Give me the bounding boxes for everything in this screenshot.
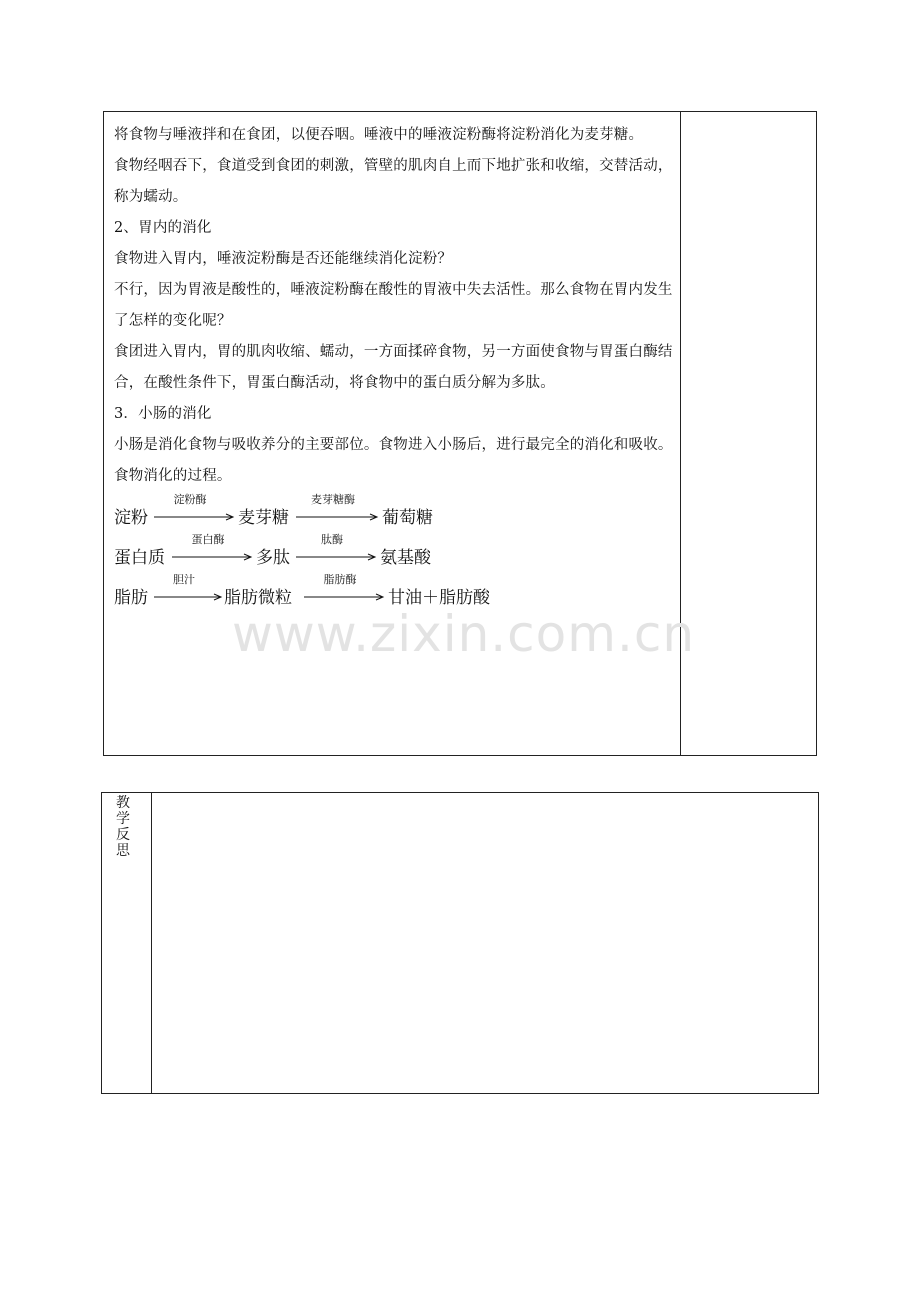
arrow-icon — [154, 593, 222, 601]
enzyme-label: 肽酶 — [321, 533, 343, 546]
lesson-content — [114, 120, 676, 614]
column-divider — [151, 793, 152, 1093]
digestion-reactions — [114, 494, 676, 614]
arrow-icon — [296, 513, 378, 521]
lesson-content-table — [103, 111, 817, 756]
reactant: 脂肪 — [114, 588, 148, 608]
section-heading: 2、胃内的消化 — [114, 220, 212, 236]
paragraph: 不行，因为胃液是酸性的，唾液淀粉酶在酸性的胃液中失去活性。那么食物在胃内发生了怎样的变化呢？ — [114, 282, 673, 329]
column-divider — [680, 112, 681, 755]
paragraph: 小肠是消化食物与吸收养分的主要部位。食物进入小肠后，进行最完全的消化和吸收。 — [114, 437, 673, 453]
paragraph: 将食物与唾液拌和在食团，以便吞咽。唾液中的唾液淀粉酶将淀粉消化为麦芽糖。 — [114, 127, 644, 143]
reflection-table — [101, 792, 819, 1094]
product: 甘油＋脂肪酸 — [388, 588, 490, 608]
arrow-icon — [172, 553, 252, 561]
paragraph: 食物进入胃内，唾液淀粉酶是否还能继续消化淀粉？ — [114, 251, 453, 267]
reaction-row-protein — [114, 534, 676, 574]
reactant: 淀粉 — [114, 508, 148, 528]
paragraph: 食团进入胃内，胃的肌肉收缩、蠕动，一方面揉碎食物，另一方面使食物与胃蛋白酶结合，在酸性条件下，胃蛋白酶活动，将食物中的蛋白质分解为多肽。 — [114, 344, 673, 391]
intermediate: 多肽 — [256, 548, 290, 568]
arrow-icon — [154, 513, 234, 521]
enzyme-label: 蛋白酶 — [191, 533, 225, 546]
product: 葡萄糖 — [382, 508, 433, 528]
enzyme-label: 脂肪酶 — [323, 573, 357, 586]
paragraph: 食物消化的过程。 — [114, 468, 232, 484]
product: 氨基酸 — [380, 548, 431, 568]
watermark: www.zixin.com.cn — [232, 605, 696, 663]
enzyme-label: 淀粉酶 — [173, 493, 207, 506]
section-heading: 3．小肠的消化 — [114, 406, 212, 422]
paragraph: 食物经咽吞下，食道受到食团的刺激，管壁的肌肉自上而下地扩张和收缩，交替活动，称为蠕动。 — [114, 158, 673, 205]
enzyme-label: 胆汁 — [173, 573, 195, 586]
enzyme-label: 麦芽糖酶 — [311, 493, 355, 506]
reflection-label: 教学反思 — [116, 795, 130, 859]
intermediate: 麦芽糖 — [238, 508, 289, 528]
arrow-icon — [304, 593, 384, 601]
reactant: 蛋白质 — [114, 548, 165, 568]
intermediate: 脂肪微粒 — [224, 588, 292, 608]
arrow-icon — [296, 553, 376, 561]
reaction-row-fat — [114, 574, 676, 614]
reaction-row-starch — [114, 494, 676, 534]
